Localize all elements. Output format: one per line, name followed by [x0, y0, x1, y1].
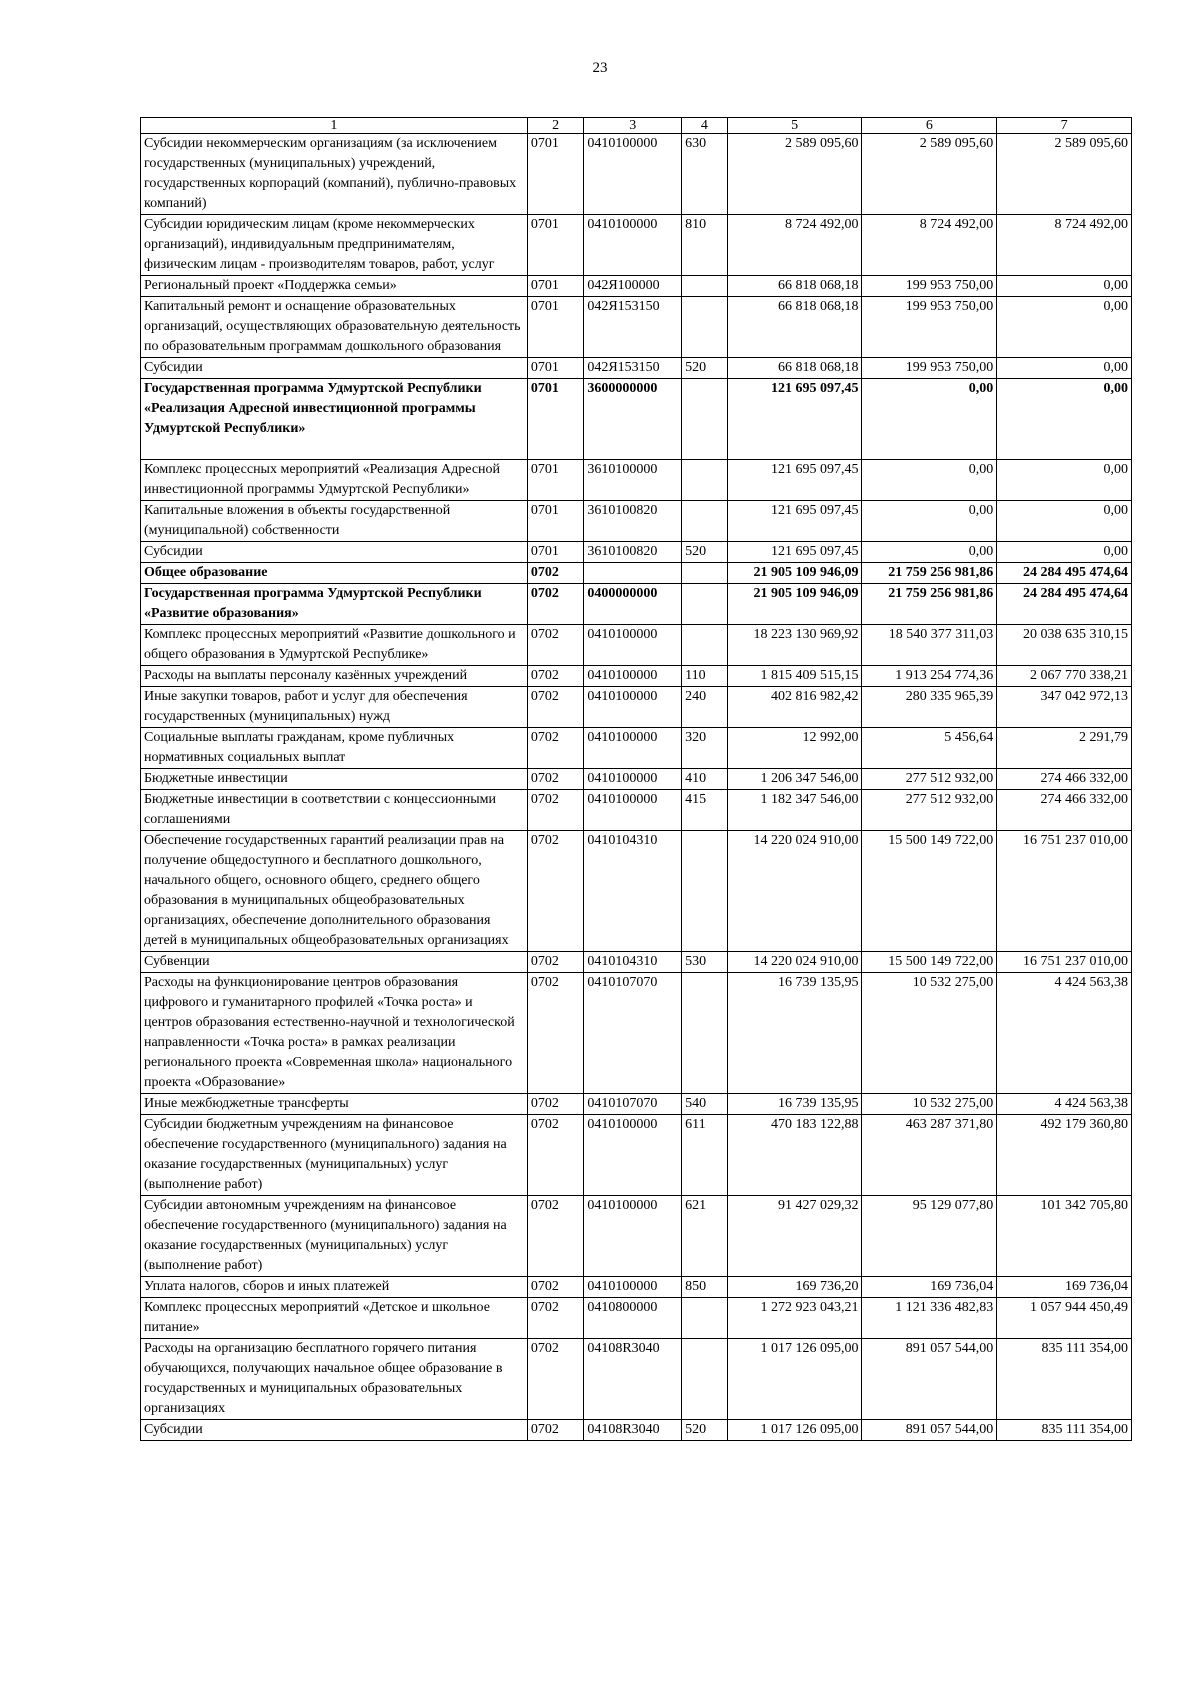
row-amount-cell: 0,00	[862, 542, 997, 563]
row-amount-cell: 14 220 024 910,00	[727, 952, 862, 973]
row-section-cell: 0701	[527, 501, 584, 542]
column-header: 4	[682, 118, 728, 134]
table-row	[141, 563, 1132, 584]
row-amount-cell: 199 953 750,00	[862, 358, 997, 379]
row-amount-cell: 91 427 029,32	[727, 1196, 862, 1277]
row-amount-cell: 274 466 332,00	[997, 790, 1132, 831]
row-expense-type-cell	[682, 973, 728, 1094]
row-expense-type-cell	[682, 831, 728, 952]
table-row	[141, 584, 1132, 625]
row-target-article-cell: 04108R3040	[584, 1420, 682, 1441]
table-row	[141, 134, 1132, 215]
row-amount-cell: 1 057 944 450,49	[997, 1298, 1132, 1339]
row-target-article-cell: 042Я100000	[584, 276, 682, 297]
row-amount-cell: 492 179 360,80	[997, 1115, 1132, 1196]
row-target-article-cell: 0410100000	[584, 790, 682, 831]
row-expense-type-cell	[682, 379, 728, 460]
row-amount-cell: 21 759 256 981,86	[862, 584, 997, 625]
table-row	[141, 379, 1132, 460]
row-target-article-cell: 0410100000	[584, 769, 682, 790]
row-expense-type-cell: 850	[682, 1277, 728, 1298]
row-amount-cell: 24 284 495 474,64	[997, 563, 1132, 584]
row-name-cell: Субсидии	[141, 1420, 528, 1441]
table-row	[141, 831, 1132, 952]
row-target-article-cell: 0410104310	[584, 952, 682, 973]
row-section-cell: 0702	[527, 1115, 584, 1196]
row-name-cell: Субсидии бюджетным учреждениям на финансовое обеспечение государственного (муниципального) задания на оказание государственных (муниципальных) услуг (выполнение работ)	[141, 1115, 528, 1196]
row-amount-cell: 20 038 635 310,15	[997, 625, 1132, 666]
column-header: 7	[997, 118, 1132, 134]
table-row	[141, 769, 1132, 790]
row-amount-cell: 1 017 126 095,00	[727, 1339, 862, 1420]
table-row	[141, 1115, 1132, 1196]
row-amount-cell: 10 532 275,00	[862, 973, 997, 1094]
row-amount-cell: 2 589 095,60	[727, 134, 862, 215]
row-target-article-cell: 0410100000	[584, 728, 682, 769]
row-name-cell: Региональный проект «Поддержка семьи»	[141, 276, 528, 297]
row-amount-cell: 21 759 256 981,86	[862, 563, 997, 584]
row-name-cell: Расходы на выплаты персоналу казённых учреждений	[141, 666, 528, 687]
row-name-cell: Общее образование	[141, 563, 528, 584]
row-name-cell: Капитальный ремонт и оснащение образовательных организаций, осуществляющих образовательную деятельность по образовательным программам дошкольного образования	[141, 297, 528, 358]
table-row	[141, 501, 1132, 542]
row-amount-cell: 0,00	[997, 379, 1132, 460]
row-name-cell: Расходы на организацию бесплатного горячего питания обучающихся, получающих начальное общее образование в государственных и муниципальных образовательных организациях	[141, 1339, 528, 1420]
table-row	[141, 625, 1132, 666]
row-amount-cell: 169 736,04	[862, 1277, 997, 1298]
row-expense-type-cell: 410	[682, 769, 728, 790]
row-target-article-cell: 0410100000	[584, 1277, 682, 1298]
row-expense-type-cell	[682, 1339, 728, 1420]
table-row	[141, 687, 1132, 728]
row-name-cell: Бюджетные инвестиции	[141, 769, 528, 790]
row-target-article-cell: 0410107070	[584, 973, 682, 1094]
row-amount-cell: 2 291,79	[997, 728, 1132, 769]
row-section-cell: 0702	[527, 563, 584, 584]
row-amount-cell: 15 500 149 722,00	[862, 952, 997, 973]
table-row	[141, 1094, 1132, 1115]
table-row	[141, 276, 1132, 297]
table-row	[141, 952, 1132, 973]
row-amount-cell: 101 342 705,80	[997, 1196, 1132, 1277]
row-expense-type-cell	[682, 276, 728, 297]
row-target-article-cell: 0410100000	[584, 1115, 682, 1196]
row-amount-cell: 121 695 097,45	[727, 379, 862, 460]
row-name-cell: Капитальные вложения в объекты государственной (муниципальной) собственности	[141, 501, 528, 542]
row-target-article-cell: 0410107070	[584, 1094, 682, 1115]
row-amount-cell: 1 121 336 482,83	[862, 1298, 997, 1339]
row-name-cell: Субсидии некоммерческим организациям (за исключением государственных (муниципальных) учреждений, государственных корпораций (компаний), публично-правовых компаний)	[141, 134, 528, 215]
row-target-article-cell: 3600000000	[584, 379, 682, 460]
row-amount-cell: 402 816 982,42	[727, 687, 862, 728]
row-name-cell: Комплекс процессных мероприятий «Развитие дошкольного и общего образования в Удмуртской Республике»	[141, 625, 528, 666]
row-amount-cell: 18 540 377 311,03	[862, 625, 997, 666]
table-header-row	[141, 118, 1132, 134]
column-header: 2	[527, 118, 584, 134]
table-row	[141, 1277, 1132, 1298]
row-amount-cell: 10 532 275,00	[862, 1094, 997, 1115]
row-amount-cell: 66 818 068,18	[727, 276, 862, 297]
row-amount-cell: 4 424 563,38	[997, 1094, 1132, 1115]
row-amount-cell: 8 724 492,00	[862, 215, 997, 276]
page-number: 23	[592, 60, 608, 76]
row-target-article-cell: 0410100000	[584, 666, 682, 687]
row-amount-cell: 0,00	[862, 460, 997, 501]
row-target-article-cell: 0410104310	[584, 831, 682, 952]
row-expense-type-cell: 621	[682, 1196, 728, 1277]
row-section-cell: 0702	[527, 666, 584, 687]
row-amount-cell: 21 905 109 946,09	[727, 584, 862, 625]
row-name-cell: Субсидии	[141, 542, 528, 563]
row-expense-type-cell: 520	[682, 542, 728, 563]
table-row	[141, 1420, 1132, 1441]
row-amount-cell: 2 067 770 338,21	[997, 666, 1132, 687]
row-amount-cell: 95 129 077,80	[862, 1196, 997, 1277]
row-expense-type-cell	[682, 460, 728, 501]
row-amount-cell: 16 739 135,95	[727, 1094, 862, 1115]
row-section-cell: 0701	[527, 134, 584, 215]
row-amount-cell: 169 736,20	[727, 1277, 862, 1298]
row-amount-cell: 0,00	[997, 276, 1132, 297]
row-amount-cell: 199 953 750,00	[862, 276, 997, 297]
column-header: 5	[727, 118, 862, 134]
row-target-article-cell: 0410100000	[584, 1196, 682, 1277]
row-target-article-cell: 3610100000	[584, 460, 682, 501]
row-amount-cell: 21 905 109 946,09	[727, 563, 862, 584]
row-target-article-cell: 0410100000	[584, 134, 682, 215]
row-section-cell: 0702	[527, 728, 584, 769]
row-section-cell: 0702	[527, 973, 584, 1094]
row-section-cell: 0701	[527, 358, 584, 379]
row-amount-cell: 1 272 923 043,21	[727, 1298, 862, 1339]
row-expense-type-cell: 110	[682, 666, 728, 687]
row-amount-cell: 470 183 122,88	[727, 1115, 862, 1196]
row-amount-cell: 199 953 750,00	[862, 297, 997, 358]
table-row	[141, 728, 1132, 769]
row-section-cell: 0701	[527, 379, 584, 460]
table-row	[141, 1339, 1132, 1420]
row-name-cell: Иные закупки товаров, работ и услуг для обеспечения государственных (муниципальных) нужд	[141, 687, 528, 728]
row-expense-type-cell: 415	[682, 790, 728, 831]
row-name-cell: Субсидии	[141, 358, 528, 379]
row-section-cell: 0702	[527, 1277, 584, 1298]
row-expense-type-cell	[682, 501, 728, 542]
row-expense-type-cell: 611	[682, 1115, 728, 1196]
row-amount-cell: 12 992,00	[727, 728, 862, 769]
row-section-cell: 0701	[527, 215, 584, 276]
row-amount-cell: 8 724 492,00	[997, 215, 1132, 276]
row-amount-cell: 0,00	[997, 460, 1132, 501]
table-row	[141, 460, 1132, 501]
row-section-cell: 0702	[527, 584, 584, 625]
table-row	[141, 1196, 1132, 1277]
table-row	[141, 215, 1132, 276]
row-name-cell: Бюджетные инвестиции в соответствии с концессионными соглашениями	[141, 790, 528, 831]
row-amount-cell: 835 111 354,00	[997, 1420, 1132, 1441]
row-amount-cell: 24 284 495 474,64	[997, 584, 1132, 625]
table-row	[141, 542, 1132, 563]
row-amount-cell: 66 818 068,18	[727, 358, 862, 379]
row-amount-cell: 15 500 149 722,00	[862, 831, 997, 952]
row-target-article-cell: 0410100000	[584, 687, 682, 728]
row-name-cell: Обеспечение государственных гарантий реализации прав на получение общедоступного и бесплатного дошкольного, начального общего, основного общего, среднего общего образования в муниципальных общеобразовательных организациях, обеспечение дополнительного образования детей в муниципальных общеобразовательных организациях	[141, 831, 528, 952]
table-row	[141, 358, 1132, 379]
row-amount-cell: 8 724 492,00	[727, 215, 862, 276]
row-section-cell: 0702	[527, 1196, 584, 1277]
row-section-cell: 0702	[527, 1420, 584, 1441]
row-expense-type-cell	[682, 1298, 728, 1339]
row-amount-cell: 0,00	[997, 501, 1132, 542]
row-section-cell: 0702	[527, 952, 584, 973]
row-name-cell: Субсидии юридическим лицам (кроме некоммерческих организаций), индивидуальным предпринимателям, физическим лицам - производителям товаров, работ, услуг	[141, 215, 528, 276]
row-section-cell: 0702	[527, 625, 584, 666]
row-amount-cell: 169 736,04	[997, 1277, 1132, 1298]
row-target-article-cell: 0410800000	[584, 1298, 682, 1339]
row-target-article-cell: 0400000000	[584, 584, 682, 625]
row-amount-cell: 1 815 409 515,15	[727, 666, 862, 687]
row-amount-cell: 2 589 095,60	[997, 134, 1132, 215]
row-name-cell: Иные межбюджетные трансферты	[141, 1094, 528, 1115]
row-amount-cell: 66 818 068,18	[727, 297, 862, 358]
row-amount-cell: 2 589 095,60	[862, 134, 997, 215]
row-expense-type-cell	[682, 584, 728, 625]
table-row	[141, 297, 1132, 358]
row-expense-type-cell: 810	[682, 215, 728, 276]
table-body	[141, 134, 1132, 1441]
row-target-article-cell: 042Я153150	[584, 297, 682, 358]
row-section-cell: 0702	[527, 1094, 584, 1115]
table-row	[141, 973, 1132, 1094]
row-amount-cell: 1 206 347 546,00	[727, 769, 862, 790]
row-expense-type-cell: 520	[682, 1420, 728, 1441]
row-amount-cell: 891 057 544,00	[862, 1339, 997, 1420]
table-row	[141, 1298, 1132, 1339]
row-target-article-cell: 3610100820	[584, 501, 682, 542]
row-expense-type-cell: 240	[682, 687, 728, 728]
row-expense-type-cell: 520	[682, 358, 728, 379]
row-amount-cell: 5 456,64	[862, 728, 997, 769]
table-row	[141, 790, 1132, 831]
row-section-cell: 0702	[527, 769, 584, 790]
table-row	[141, 666, 1132, 687]
row-amount-cell: 280 335 965,39	[862, 687, 997, 728]
row-amount-cell: 121 695 097,45	[727, 460, 862, 501]
row-expense-type-cell: 320	[682, 728, 728, 769]
row-name-cell: Расходы на функционирование центров образования цифрового и гуманитарного профилей «Точка роста» и центров образования естественно-научной и технологической направленности «Точка роста» в рамках реализации регионального проекта «Современная школа» национального проекта «Образование»	[141, 973, 528, 1094]
row-target-article-cell: 3610100820	[584, 542, 682, 563]
row-amount-cell: 347 042 972,13	[997, 687, 1132, 728]
row-amount-cell: 274 466 332,00	[997, 769, 1132, 790]
row-amount-cell: 0,00	[997, 297, 1132, 358]
row-name-cell: Субсидии автономным учреждениям на финансовое обеспечение государственного (муниципального) задания на оказание государственных (муниципальных) услуг (выполнение работ)	[141, 1196, 528, 1277]
row-expense-type-cell	[682, 297, 728, 358]
row-amount-cell: 0,00	[997, 358, 1132, 379]
row-amount-cell: 16 751 237 010,00	[997, 831, 1132, 952]
row-amount-cell: 16 739 135,95	[727, 973, 862, 1094]
row-name-cell: Государственная программа Удмуртской Республики «Развитие образования»	[141, 584, 528, 625]
row-expense-type-cell: 530	[682, 952, 728, 973]
row-target-article-cell	[584, 563, 682, 584]
row-expense-type-cell: 630	[682, 134, 728, 215]
column-header: 6	[862, 118, 997, 134]
row-amount-cell: 14 220 024 910,00	[727, 831, 862, 952]
row-amount-cell: 0,00	[997, 542, 1132, 563]
row-section-cell: 0702	[527, 1298, 584, 1339]
row-section-cell: 0701	[527, 460, 584, 501]
row-section-cell: 0702	[527, 831, 584, 952]
row-amount-cell: 1 913 254 774,36	[862, 666, 997, 687]
row-target-article-cell: 0410100000	[584, 625, 682, 666]
row-name-cell: Социальные выплаты гражданам, кроме публичных нормативных социальных выплат	[141, 728, 528, 769]
row-section-cell: 0701	[527, 297, 584, 358]
row-amount-cell: 463 287 371,80	[862, 1115, 997, 1196]
row-amount-cell: 277 512 932,00	[862, 790, 997, 831]
row-section-cell: 0702	[527, 790, 584, 831]
row-section-cell: 0701	[527, 276, 584, 297]
row-amount-cell: 16 751 237 010,00	[997, 952, 1132, 973]
row-amount-cell: 121 695 097,45	[727, 542, 862, 563]
column-header: 3	[584, 118, 682, 134]
row-section-cell: 0702	[527, 687, 584, 728]
row-amount-cell: 0,00	[862, 501, 997, 542]
row-target-article-cell: 0410100000	[584, 215, 682, 276]
row-name-cell: Комплекс процессных мероприятий «Детское и школьное питание»	[141, 1298, 528, 1339]
row-amount-cell: 121 695 097,45	[727, 501, 862, 542]
row-amount-cell: 0,00	[862, 379, 997, 460]
row-amount-cell: 1 017 126 095,00	[727, 1420, 862, 1441]
row-expense-type-cell	[682, 563, 728, 584]
row-target-article-cell: 042Я153150	[584, 358, 682, 379]
row-amount-cell: 18 223 130 969,92	[727, 625, 862, 666]
row-amount-cell: 4 424 563,38	[997, 973, 1132, 1094]
row-section-cell: 0701	[527, 542, 584, 563]
row-name-cell: Комплекс процессных мероприятий «Реализация Адресной инвестиционной программы Удмуртской Республики»	[141, 460, 528, 501]
row-expense-type-cell	[682, 625, 728, 666]
row-amount-cell: 277 512 932,00	[862, 769, 997, 790]
row-name-cell: Уплата налогов, сборов и иных платежей	[141, 1277, 528, 1298]
row-target-article-cell: 04108R3040	[584, 1339, 682, 1420]
row-section-cell: 0702	[527, 1339, 584, 1420]
row-amount-cell: 891 057 544,00	[862, 1420, 997, 1441]
row-amount-cell: 835 111 354,00	[997, 1339, 1132, 1420]
row-expense-type-cell: 540	[682, 1094, 728, 1115]
budget-table	[140, 117, 1132, 1441]
row-name-cell: Государственная программа Удмуртской Республики «Реализация Адресной инвестиционной программы Удмуртской Республики»	[141, 379, 528, 460]
column-header: 1	[141, 118, 528, 134]
row-name-cell: Субвенции	[141, 952, 528, 973]
row-amount-cell: 1 182 347 546,00	[727, 790, 862, 831]
